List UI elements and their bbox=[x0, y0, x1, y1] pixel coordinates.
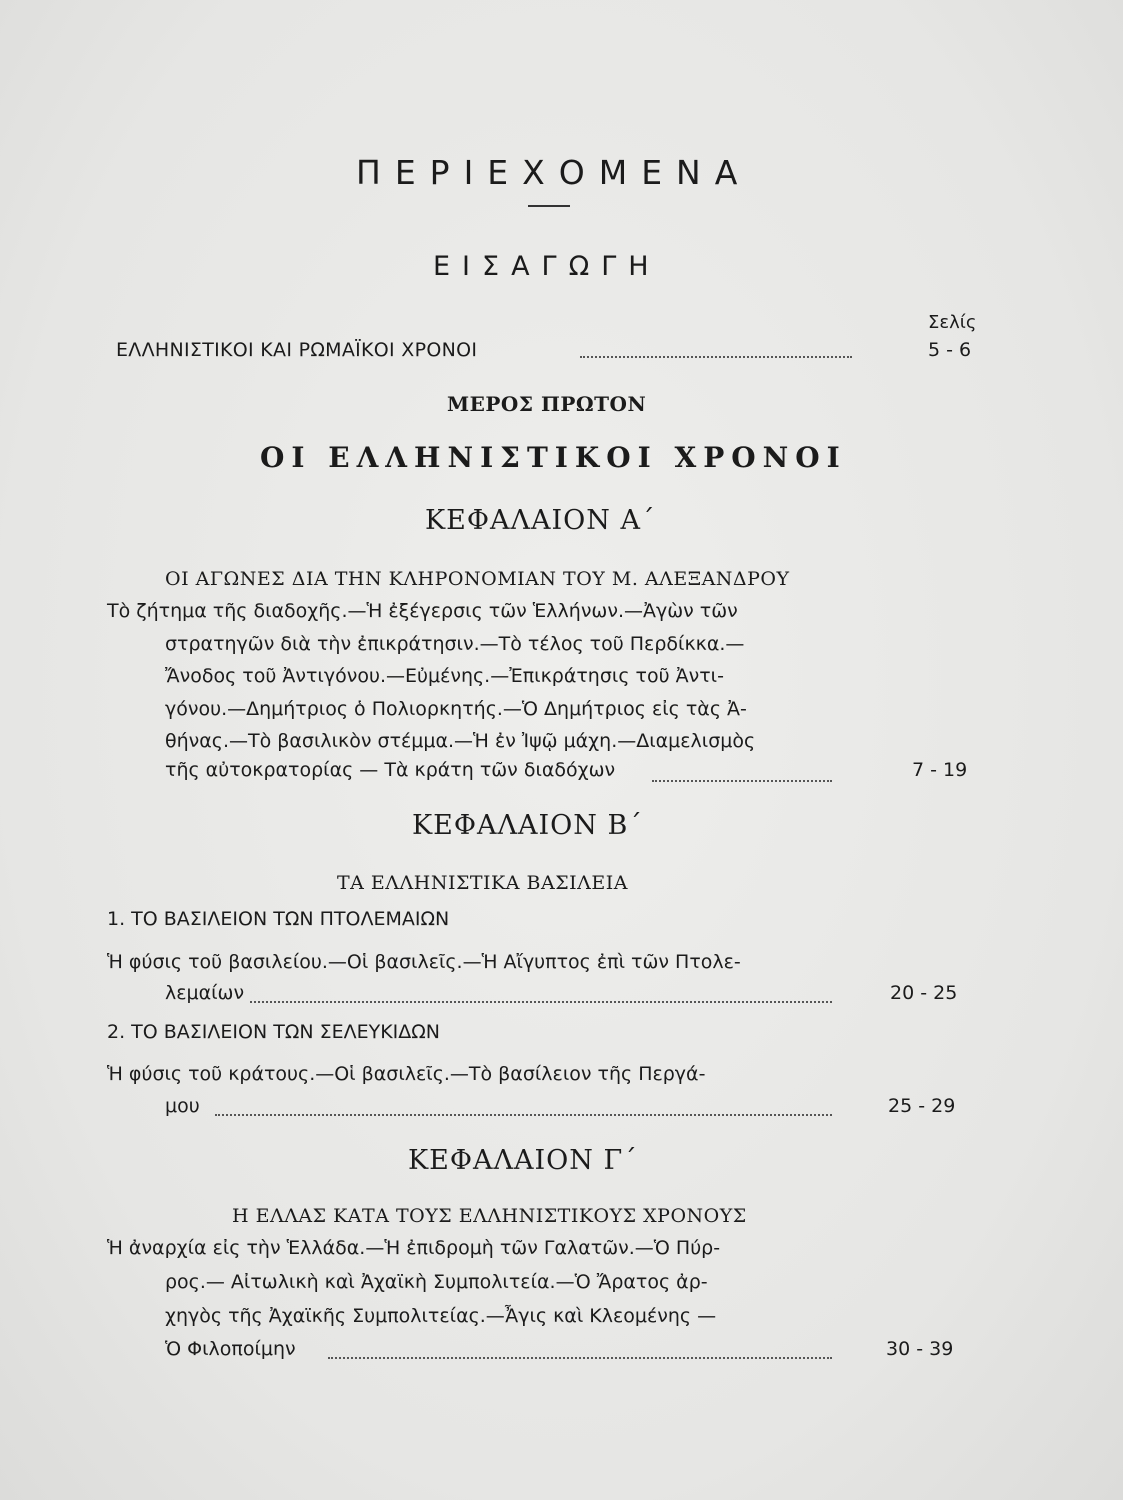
page-column-label: Σελίς bbox=[928, 312, 977, 333]
dot-leader bbox=[580, 356, 852, 358]
dot-leader bbox=[328, 1357, 832, 1359]
chapter-b-section-2-title: 2. ΤΟ ΒΑΣΙΛΕΙΟΝ ΤΩΝ ΣΕΛΕΥΚΙΔΩΝ bbox=[107, 1021, 441, 1043]
title-underline bbox=[528, 205, 570, 207]
chapter-c-line-1: Ἡ ἀναρχία εἰς τὴν Ἑλλάδα.—Ἡ ἐπιδρομὴ τῶν Γαλατῶν.—Ὁ Πύρ- bbox=[107, 1237, 721, 1259]
chapter-a-line-4: γόνου.—Δημήτριος ὁ Πολιορκητής.—Ὁ Δημήτριος εἰς τὰς Ἀ- bbox=[165, 698, 747, 720]
chapter-b-section-2-line-1: Ἡ φύσις τοῦ κράτους.—Οἱ βασιλεῖς.—Τὸ βασίλειον τῆς Περγά- bbox=[107, 1063, 706, 1085]
chapter-a-line-2: στρατηγῶν διὰ τὴν ἐπικράτησιν.—Τὸ τέλος τοῦ Περδίκκα.— bbox=[165, 633, 745, 655]
chapter-b-section-1-line-1: Ἡ φύσις τοῦ βασιλείου.—Οἱ βασιλεῖς.—Ἡ Αἴγυπτος ἐπὶ τῶν Πτολε- bbox=[107, 951, 741, 973]
chapter-b-section-1-pages: 20 - 25 bbox=[890, 982, 958, 1004]
chapter-a-heading: ΚΕΦΑΛΑΙΟΝ Α΄ bbox=[425, 505, 656, 536]
chapter-a-subtitle: ΟΙ ΑΓΩΝΕΣ ΔΙΑ ΤΗΝ ΚΛΗΡΟΝΟΜΙΑΝ ΤΟΥ Μ. ΑΛΕΞΑΝΔΡΟΥ bbox=[165, 568, 790, 590]
chapter-c-line-4: Ὁ Φιλοποίμην bbox=[165, 1338, 296, 1360]
chapter-c-heading: ΚΕΦΑΛΑΙΟΝ Γ΄ bbox=[408, 1145, 638, 1176]
chapter-b-subtitle: ΤΑ ΕΛΛΗΝΙΣΤΙΚΑ ΒΑΣΙΛΕΙΑ bbox=[337, 872, 628, 894]
chapter-a-line-5: θήνας.—Τὸ βασιλικὸν στέμμα.—Ἡ ἐν Ἰψῷ μάχη.—Διαμελισμὸς bbox=[165, 730, 756, 752]
chapter-c-line-3: χηγὸς τῆς Ἀχαϊκῆς Συμπολιτείας.—Ἆγις καὶ Κλεομένης — bbox=[165, 1305, 717, 1327]
part-title: ΟΙ ΕΛΛΗΝΙΣΤΙΚΟΙ ΧΡΟΝΟΙ bbox=[260, 441, 847, 474]
chapter-a-line-6: τῆς αὐτοκρατορίας — Τὰ κράτη τῶν διαδόχων bbox=[165, 759, 616, 781]
part-label: ΜΕΡΟΣ ΠΡΩΤΟΝ bbox=[447, 392, 647, 416]
chapter-c-line-2: ρος.— Αἰτωλικὴ καὶ Ἀχαϊκὴ Συμπολιτεία.—Ὁ Ἄρατος ἀρ- bbox=[165, 1271, 708, 1293]
chapter-c-pages: 30 - 39 bbox=[886, 1338, 954, 1360]
chapter-b-heading: ΚΕΦΑΛΑΙΟΝ Β΄ bbox=[412, 810, 643, 841]
introduction-entry-title: ΕΛΛΗΝΙΣΤΙΚΟΙ ΚΑΙ ΡΩΜΑΪΚΟΙ ΧΡΟΝΟΙ bbox=[116, 339, 478, 361]
chapter-b-section-1-line-2: λεμαίων bbox=[165, 982, 245, 1004]
dot-leader bbox=[215, 1114, 832, 1116]
chapter-c-subtitle: Η ΕΛΛΑΣ ΚΑΤΑ ΤΟΥΣ ΕΛΛΗΝΙΣΤΙΚΟΥΣ ΧΡΟΝΟΥΣ bbox=[232, 1205, 747, 1227]
chapter-a-pages: 7 - 19 bbox=[912, 759, 968, 781]
introduction-heading: ΕΙΣΑΓΩΓΗ bbox=[433, 251, 661, 282]
dot-leader bbox=[652, 780, 832, 782]
chapter-b-section-2-line-2: μου bbox=[165, 1095, 200, 1117]
chapter-b-section-1-title: 1. ΤΟ ΒΑΣΙΛΕΙΟΝ ΤΩΝ ΠΤΟΛΕΜΑΙΩΝ bbox=[107, 908, 450, 930]
dot-leader bbox=[250, 1001, 832, 1003]
introduction-pages: 5 - 6 bbox=[928, 339, 972, 361]
chapter-a-line-3: Ἄνοδος τοῦ Ἀντιγόνου.—Εὐμένης.—Ἐπικράτησις τοῦ Ἀντι- bbox=[165, 665, 724, 687]
page-title: ΠΕΡΙΕΧΟΜΕΝΑ bbox=[356, 153, 752, 192]
chapter-b-section-2-pages: 25 - 29 bbox=[888, 1095, 956, 1117]
chapter-a-line-1: Τὸ ζήτημα τῆς διαδοχῆς.—Ἡ ἐξέγερσις τῶν Ἑλλήνων.—Ἀγὼν τῶν bbox=[107, 600, 738, 622]
